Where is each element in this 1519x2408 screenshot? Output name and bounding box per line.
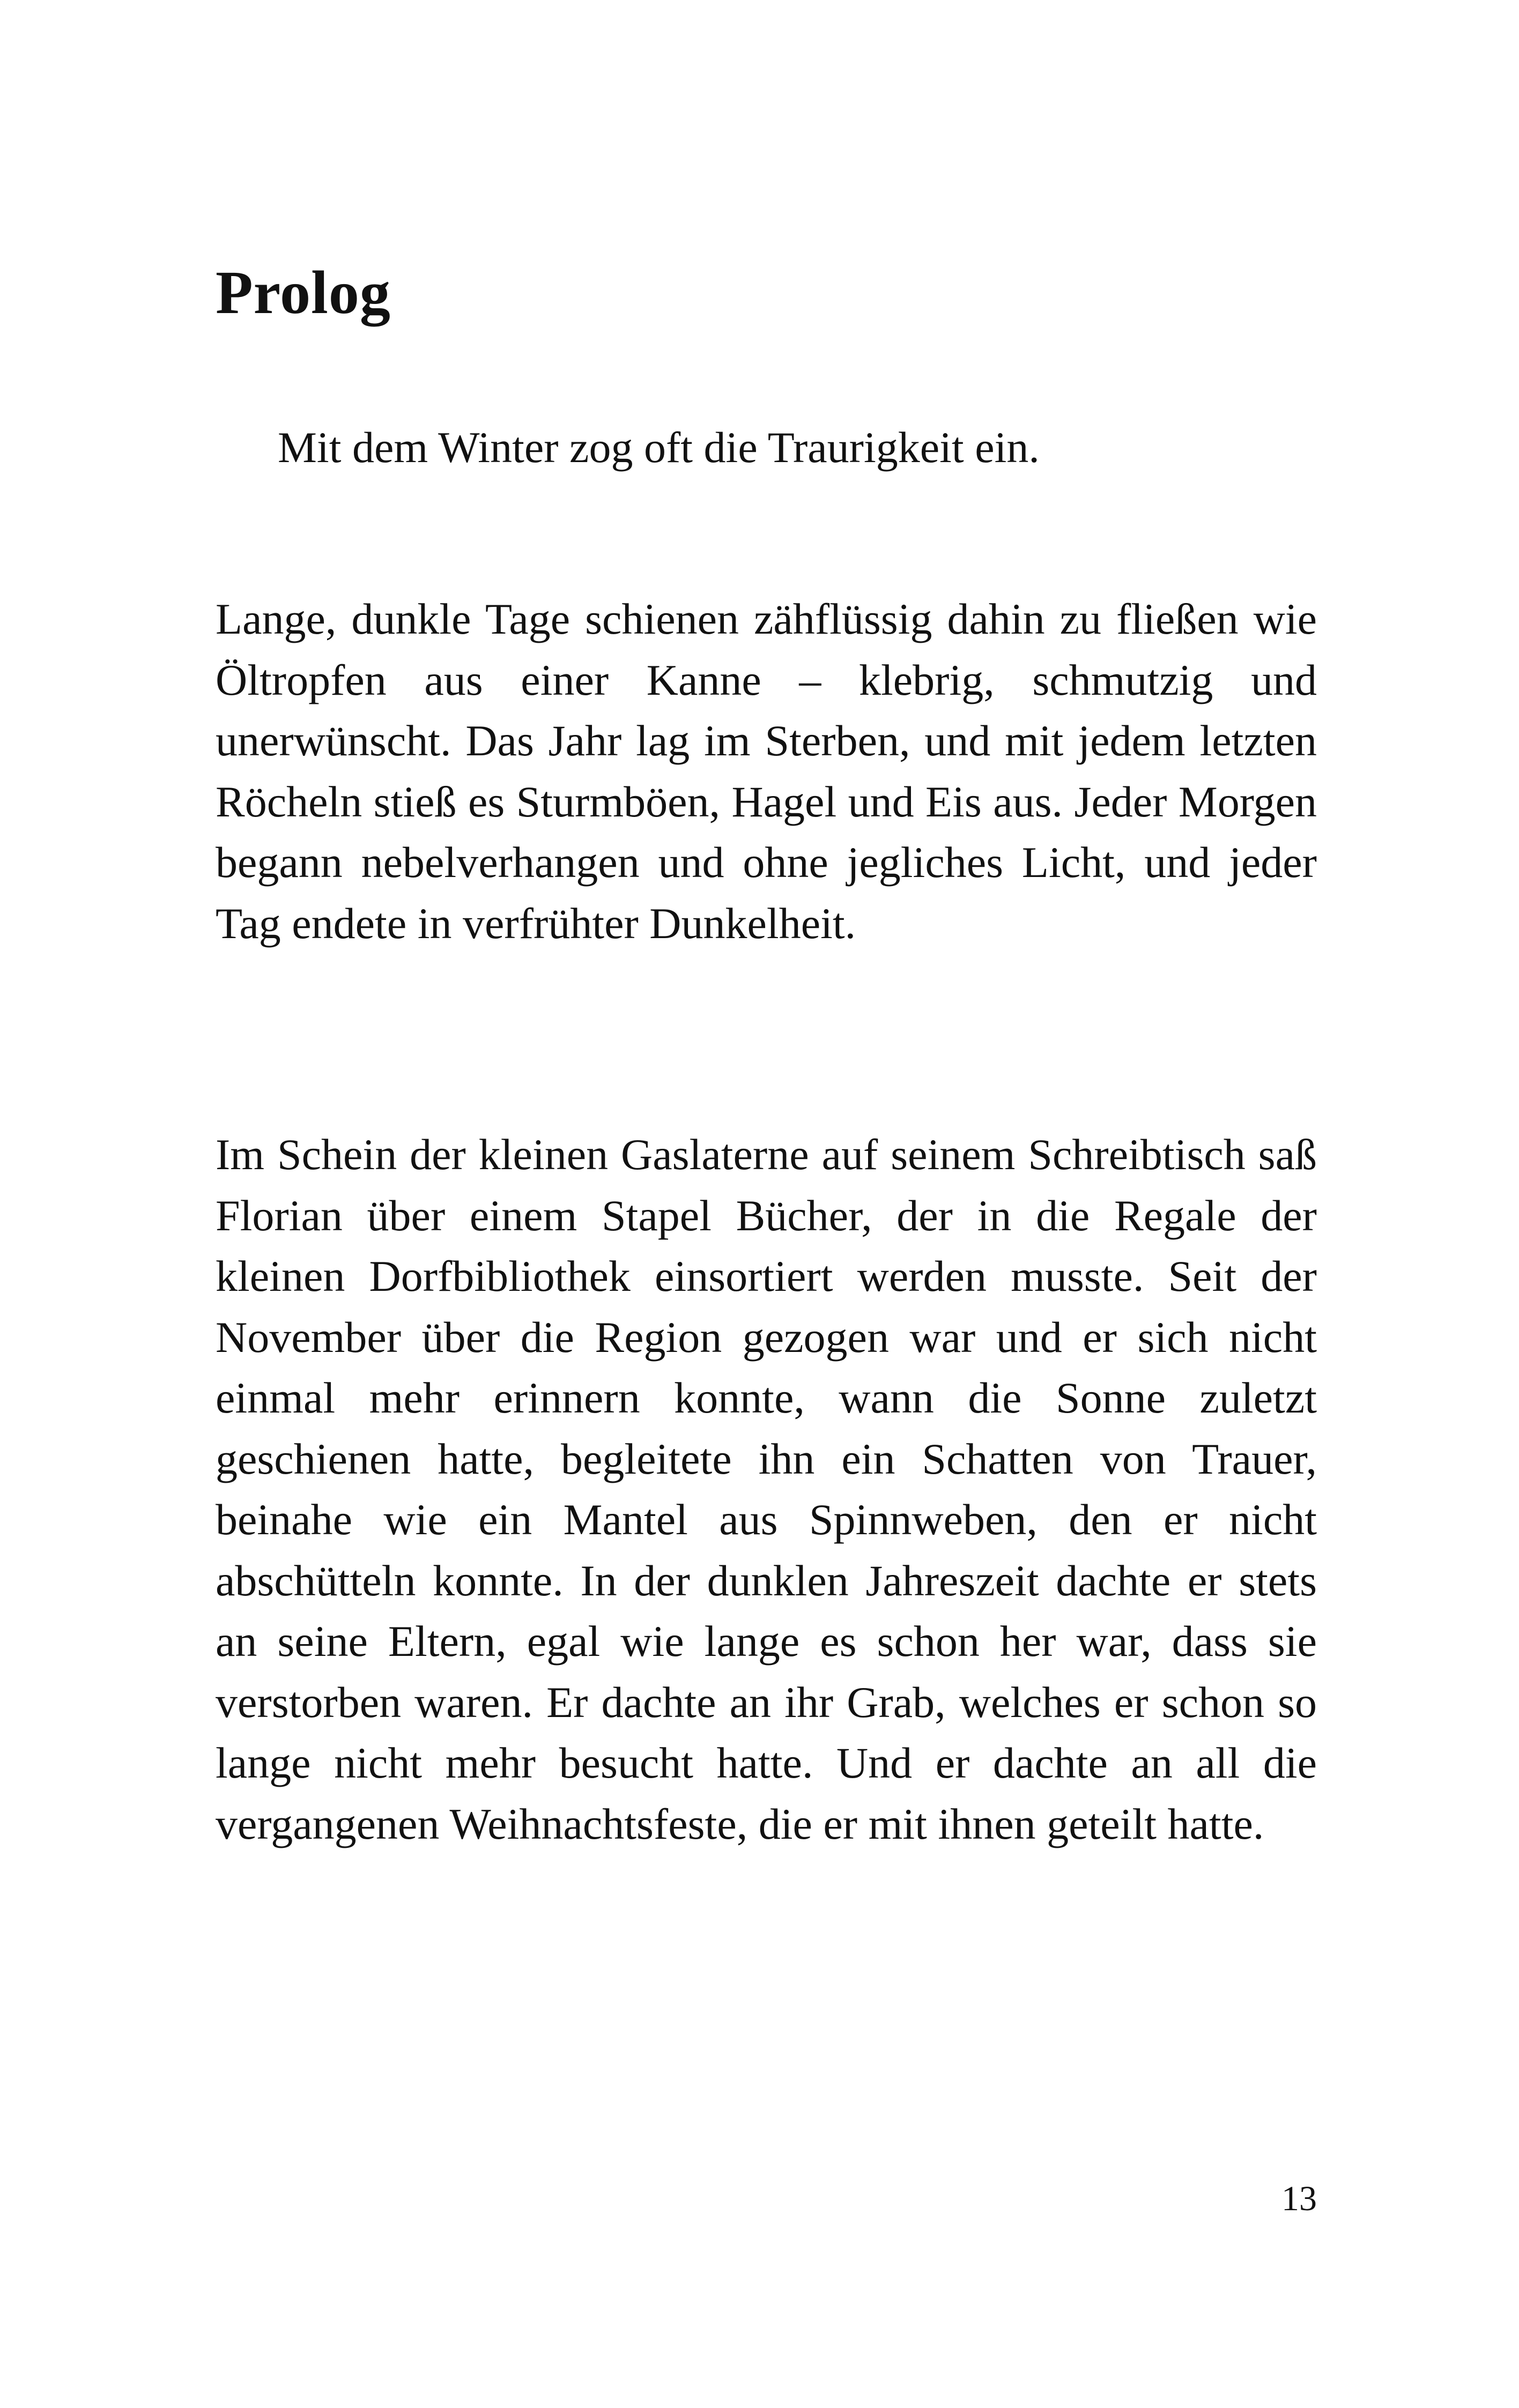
page-number: 13 xyxy=(1281,2179,1317,2218)
body-paragraph-2: Im Schein der kleinen Gaslaterne auf seinem Schreibtisch saß Florian über einem Stapel Bücher, der in die Regale der kleinen Dorfbibliothek einsortiert werden musste. Seit der November über die Region gezogen war und er sich nicht einmal mehr erinnern konnte, wann die Sonne zuletzt geschienen hatte, begleitete ihn ein Schatten von Trauer, beinahe wie ein Mantel aus Spinnweben, den er nicht abschütteln konnte. In der dunklen Jahreszeit dachte er stets an seine Eltern, egal wie lange es schon her war, dass sie verstorben waren. Er dachte an ihr Grab, welches er schon so lange nicht mehr besucht hatte. Und er dachte an all die vergangenen Weihnachtsfeste, die er mit ihnen geteilt hatte. xyxy=(216,1130,1317,1848)
body-paragraph-1: Lange, dunkle Tage schienen zähflüssig dahin zu fließen wie Öltropfen aus einer Kanne – klebrig, schmutzig und unerwünscht. Das Jahr lag im Sterben, und mit jedem letzten Röcheln stieß es Sturmböen, Hagel und Eis aus. Jeder Morgen begann nebelverhangen und ohne jegliches Licht, und jeder Tag endete in verfrühter Dunkelheit. xyxy=(216,594,1317,948)
lead-paragraph: Mit dem Winter zog oft die Traurigkeit ein. xyxy=(278,423,1040,472)
chapter-title: Prolog xyxy=(216,258,391,326)
